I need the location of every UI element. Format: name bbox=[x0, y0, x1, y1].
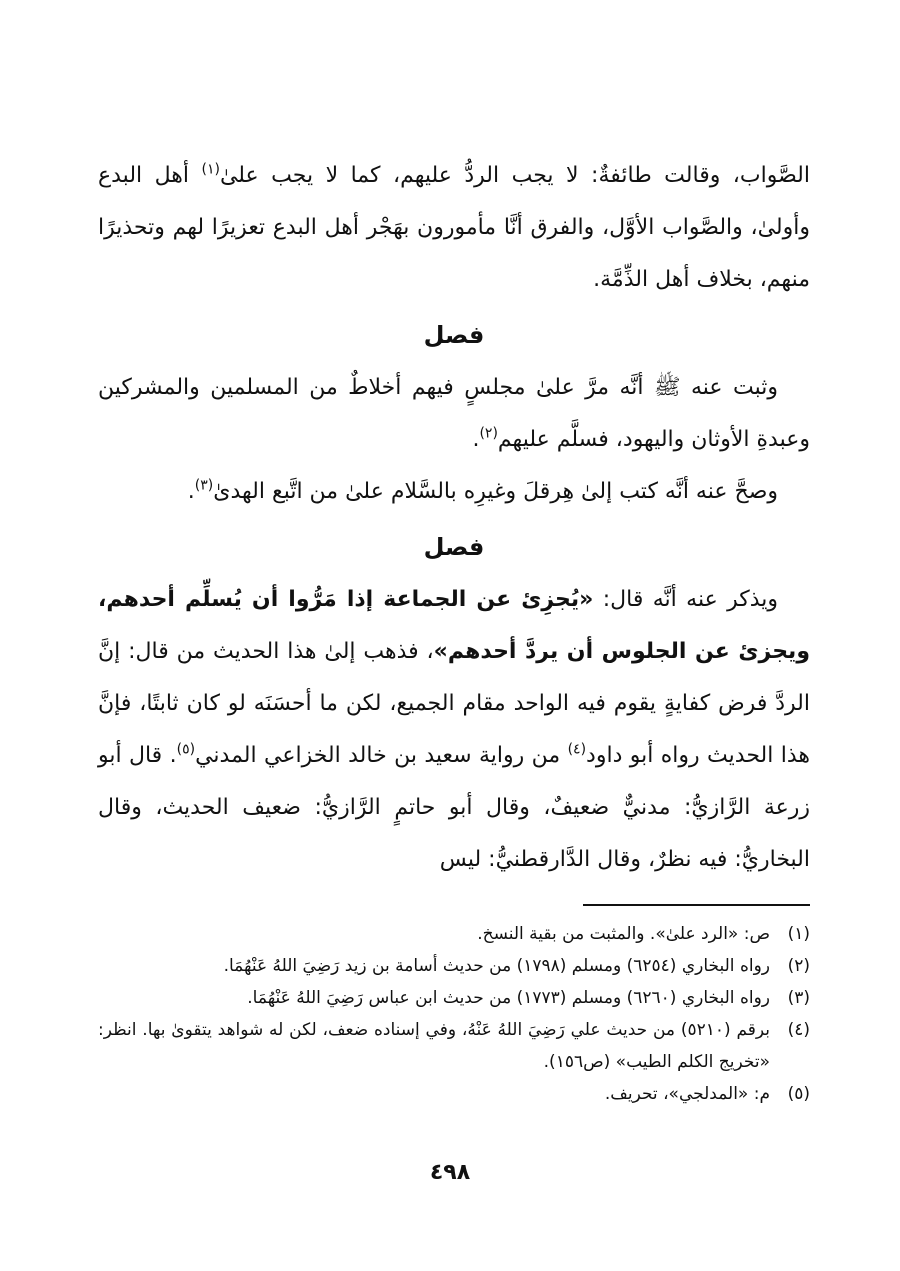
footnote-number: (٤) bbox=[787, 1020, 810, 1040]
footnote-number: (٣) bbox=[787, 988, 810, 1008]
paragraph-4 bbox=[98, 574, 810, 886]
paragraph-4-text-a: ويذكر عنه أنَّه قال: bbox=[593, 587, 779, 612]
footnote-text: برقم (٥٢١٠) من حديث علي رَضِيَ اللهُ عَنْهُ، وفي إسناده ضعف، لكن له شواهد يتقوىٰ بها. انظر: «تخريج الكلم الطيب» (ص١٥٦). bbox=[98, 1020, 771, 1072]
footnote-text: م: «المدلجي»، تحريف. bbox=[604, 1084, 770, 1104]
footnote-text: رواه البخاري (٦٢٦٠) ومسلم (١٧٧٣) من حديث ابن عباس رَضِيَ اللهُ عَنْهُمَا. bbox=[247, 988, 770, 1008]
footnote-item bbox=[98, 1078, 810, 1110]
paragraph-3 bbox=[98, 466, 810, 518]
paragraph-1-text-b: أهل البدع وأولىٰ، والصَّواب الأوَّل، والفرق أنَّا مأمورون بهَجْر أهل البدع تعزيرًا لهم وتحذيرًا منهم، بخلاف أهل الذِّمَّة. bbox=[98, 163, 810, 292]
footnote-ref-5: (٥) bbox=[176, 741, 196, 758]
footnote-text: رواه البخاري (٦٢٥٤) ومسلم (١٧٩٨) من حديث أسامة بن زيد رَضِيَ اللهُ عَنْهُمَا. bbox=[223, 956, 770, 976]
footnote-divider bbox=[583, 904, 810, 906]
paragraph-2-text-b: . bbox=[472, 427, 480, 452]
footnote-ref-1: (١) bbox=[201, 161, 220, 178]
footnote-ref-3: (٣) bbox=[194, 477, 214, 494]
footnote-item bbox=[98, 1014, 810, 1078]
paragraph-1-text-a: الصَّواب، وقالت طائفةٌ: لا يجب الردُّ عليهم، كما لا يجب علىٰ bbox=[219, 163, 810, 188]
section-heading-1: فصل bbox=[423, 321, 485, 349]
paragraph-3-text-a: وصحَّ عنه أنَّه كتب إلىٰ هِرقلَ وغيرِه بالسَّلام علىٰ من اتَّبع الهدىٰ bbox=[213, 479, 778, 504]
footnote-item bbox=[98, 982, 810, 1014]
paragraph-4-text-d: . قال أبو زرعة الرَّازيُّ: مدنيٌّ ضعيفٌ، وقال أبو حاتمٍ الرَّازيُّ: ضعيف الحديث، وقال البخاريُّ: فيه نظرٌ، وقال الدَّارقطنيُّ: ليس bbox=[98, 743, 810, 872]
footnote-item bbox=[98, 950, 810, 982]
section-heading-2: فصل bbox=[423, 533, 485, 561]
footnotes bbox=[98, 918, 810, 1110]
footnote-number: (٥) bbox=[787, 1084, 810, 1104]
footnote-ref-2: (٢) bbox=[479, 425, 498, 442]
paragraph-4-text-b: ، فذهب إلىٰ هذا الحديث من قال: إنَّ الردَّ فرض كفايةٍ يقوم فيه الواحد مقام الجميع، لكن ما أحسَنَه لو كان ثابتًا، فإنَّ هذا الحديث رواه أبو داود bbox=[98, 639, 810, 768]
footnote-item bbox=[98, 918, 810, 950]
paragraph-2 bbox=[98, 362, 810, 466]
footnote-number: (١) bbox=[787, 924, 810, 944]
footnote-number: (٢) bbox=[787, 956, 810, 976]
paragraph-1 bbox=[98, 150, 810, 306]
paragraph-3-text-b: . bbox=[187, 479, 195, 504]
paragraph-2-text-a: وثبت عنه ﷺ أنَّه مرَّ علىٰ مجلسٍ فيهم أخلاطٌ من المسلمين والمشركين وعبدةِ الأوثان واليهود، فسلَّم عليهم bbox=[98, 375, 810, 452]
footnote-text: ص: «الرد علىٰ». والمثبت من بقية النسخ. bbox=[477, 924, 770, 944]
paragraph-4-text-c: من رواية سعيد بن خالد الخزاعي المدني bbox=[195, 743, 568, 768]
main-text bbox=[98, 150, 810, 886]
hadith-quote: «يُجزِئ عن الجماعة إذا مَرُّوا أن يُسلِّم أحدهم، ويجزئ عن الجلوس أن يردَّ أحدهم» bbox=[98, 587, 810, 664]
footnote-ref-4: (٤) bbox=[567, 741, 587, 758]
page-number: ٤٩٨ bbox=[429, 1160, 471, 1185]
